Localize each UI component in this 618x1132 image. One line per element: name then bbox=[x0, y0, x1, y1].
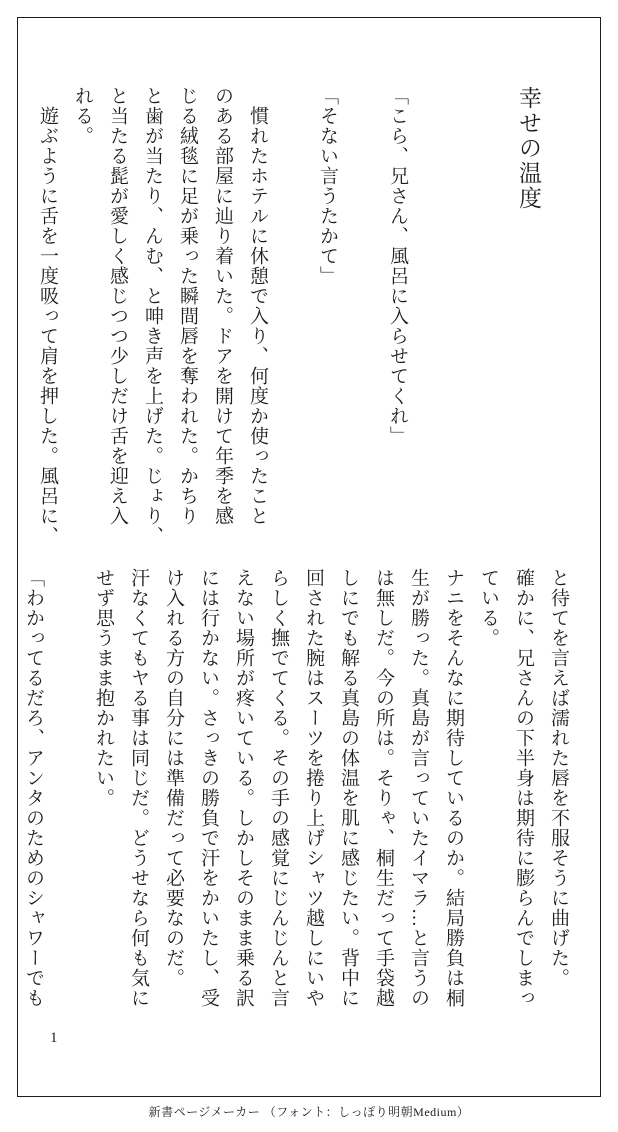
text-column: えない場所が疼いている。しかしそのまま乗る訳 bbox=[233, 568, 254, 1008]
text-block-bottom bbox=[16, 568, 576, 1033]
text-column: は無しだ。今の所は。そりゃ、桐生だって手袋越 bbox=[373, 568, 394, 1008]
text-column: れる。 bbox=[72, 86, 93, 146]
footer-caption: 新書ページメーカー （フォント：しっぽり明朝Medium） bbox=[148, 1105, 470, 1119]
text-column: ナニをそんなに期待しているのか。結局勝負は桐 bbox=[443, 568, 464, 1008]
text-column: 汗なくてもヤる事は同じだ。どうせなら何も気に bbox=[128, 568, 149, 1008]
text-column: と待てを言えば濡れた唇を不服そうに曲げた。 bbox=[548, 568, 569, 988]
text-column: しにでも解る真島の体温を肌に感じたい。背中に bbox=[338, 568, 359, 1008]
text-column: 確かに、兄さんの下半身は期待に膨らんでしまっ bbox=[513, 568, 534, 1008]
page-number: 1 bbox=[50, 1030, 58, 1046]
text-column: 生が勝った。真島が言っていたイマラ…と言うの bbox=[408, 568, 429, 1008]
text-column: らしく撫でてくる。その手の感覚にじんじんと言 bbox=[268, 568, 289, 1008]
page-title: 幸せの温度 bbox=[516, 86, 541, 211]
text-column: ている。 bbox=[478, 568, 499, 648]
text-column: じる絨毯に足が乗った瞬間唇を奪われた。かちり bbox=[177, 86, 198, 526]
text-column: と歯が当たり、んむ、と呻き声を上げた。じょり、 bbox=[142, 86, 163, 546]
text-column: 遊ぶように舌を一度吸って肩を押した。風呂に、 bbox=[37, 86, 58, 546]
text-column: 「こら、兄さん、風呂に入らせてくれ」 bbox=[387, 86, 408, 446]
text-column bbox=[51, 568, 86, 1033]
text-column bbox=[275, 86, 310, 551]
text-column: には行かない。さっきの勝負で汗をかいたし、受 bbox=[198, 568, 219, 1008]
text-column: 「そない言うたかて」 bbox=[317, 86, 338, 286]
text-column: のある部屋に辿り着いた。ドアを開けて年季を感 bbox=[212, 86, 233, 526]
text-column bbox=[345, 86, 380, 551]
text-column: 慣れたホテルに休憩で入り、何度か使ったこと bbox=[247, 86, 268, 526]
text-block-top bbox=[30, 86, 415, 551]
text-column: と当たる髭が愛しく感じつつ少しだけ舌を迎え入 bbox=[107, 86, 128, 526]
text-column: 「わかってるだろ、アンタのためのシャワーでも bbox=[23, 568, 44, 1008]
text-column: け入れる方の自分には準備だって必要なのだ。 bbox=[163, 568, 184, 988]
text-column: 回された腕はスーツを捲り上げシャツ越しにいや bbox=[303, 568, 324, 1008]
text-column: せず思うまま抱かれたい。 bbox=[93, 568, 114, 808]
